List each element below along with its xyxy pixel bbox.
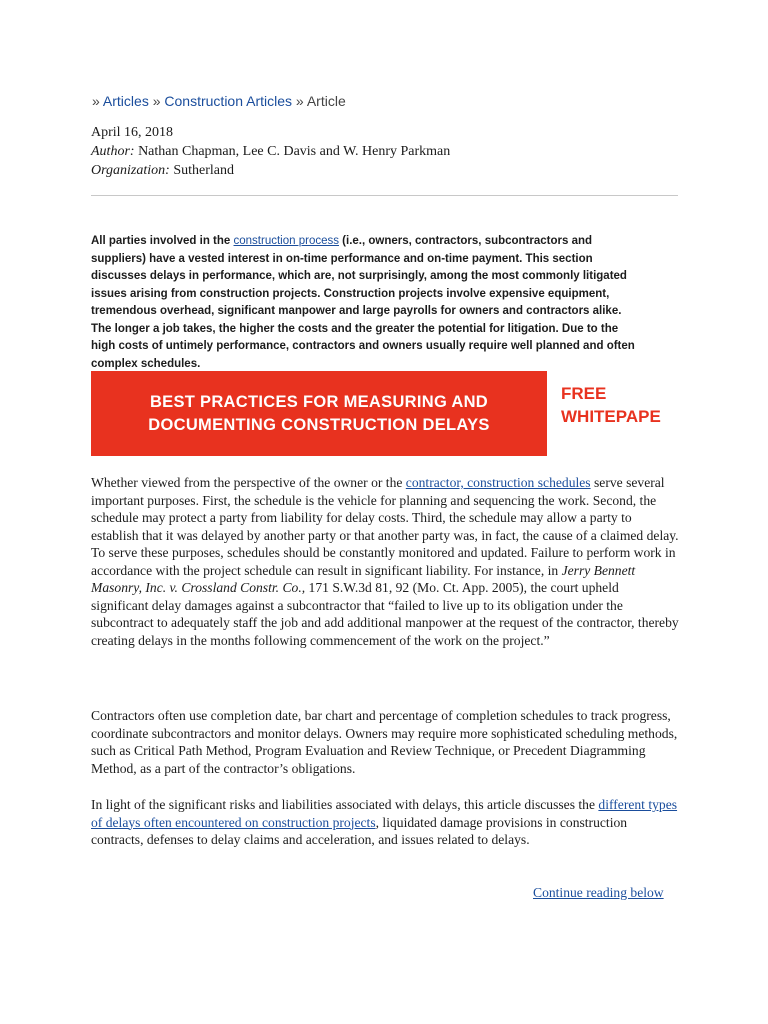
- intro-paragraph: [91, 233, 639, 373]
- breadcrumb-articles-link[interactable]: Articles: [102, 93, 149, 109]
- continue-reading-link[interactable]: Continue reading below: [533, 885, 664, 900]
- p1-text-middle: serve several important purposes. First, the schedule is the vehicle for planning and sequencing the work. Second, the schedule may protect a party from liability for delay costs. Third, the schedule may allow a party to establish that it was delayed by another party or that another party was, in fact, the cause of a claimed delay. To serve these purposes, schedules should be constantly monitored and updated. Failure to perform work in accordance with the project schedule can result in significant liability. For instance, in: [91, 475, 679, 578]
- p3-text-after: , liquidated damage provisions in construction contracts, defenses to delay claims and acceleration, and issues related to delays.: [91, 814, 628, 847]
- article-date: April 16, 2018: [91, 125, 174, 140]
- paragraph-schedules: [91, 474, 679, 649]
- banner-cta-line1: FREE: [561, 384, 607, 403]
- banner-headline-line1: BEST PRACTICES FOR MEASURING AND: [149, 392, 489, 411]
- breadcrumb-separator: »: [92, 93, 100, 109]
- p1-text-after: 171 S.W.3d 81, 92 (Mo. Ct. App. 2005), the court upheld significant delay damages against a subcontractor that “failed to live up to its obligation under the subcontract to adequately staff the job and add additional manpower at the request of the contractor, thereby creating delays in the months following commencement of the work on the project.”: [91, 580, 679, 648]
- breadcrumb-current: Article: [306, 93, 346, 109]
- paragraph-delays: [91, 796, 679, 849]
- breadcrumb-separator: »: [152, 93, 161, 109]
- article-author: [91, 142, 450, 161]
- article-organization: [91, 161, 450, 180]
- breadcrumb: [92, 93, 346, 109]
- banner-headline-line2: DOCUMENTING CONSTRUCTION DELAYS: [148, 415, 490, 434]
- banner-headline[interactable]: [91, 371, 547, 456]
- p1-text-before: Whether viewed from the perspective of the owner or the: [91, 475, 406, 490]
- breadcrumb-construction-articles-link[interactable]: Construction Articles: [164, 93, 293, 109]
- breadcrumb-separator: »: [295, 93, 304, 109]
- banner-cta-line2: WHITEPAPE: [561, 407, 661, 426]
- divider: [91, 195, 678, 196]
- construction-process-link[interactable]: construction process: [233, 235, 339, 247]
- intro-text-before: All parties involved in the: [91, 235, 234, 247]
- whitepaper-banner[interactable]: [91, 371, 679, 456]
- intro-text-after: (i.e., owners, contractors, subcontractors and suppliers) have a vested interest in on-time performance and on-time payment. This section discusses delays in performance, which are, not surprisingly, among the most commonly litigated issues arising from construction projects. Construction projects involve expensive equipment, tremendous overhead, significant manpower and large payrolls for owners and contractors alike. The longer a job takes, the higher the costs and the greater the potential for litigation. Due to the high costs of untimely performance, contractors and owners usually require well planned and often complex schedules.: [91, 235, 635, 370]
- author-value: Nathan Chapman, Lee C. Davis and W. Henry Parkman: [138, 144, 451, 159]
- case-name: Jerry Bennett Masonry, Inc. v. Crossland Constr. Co.,: [91, 562, 636, 595]
- paragraph-scheduling-methods: Contractors often use completion date, bar chart and percentage of completion schedules to track progress, coordinate subcontractors and monitor delays. Owners may require more sophisticated scheduling methods, such as Critical Path Method, Program Evaluation and Review Technique, or Precedent Diagramming Method, as a part of the contractor’s obligations.: [91, 708, 678, 776]
- author-label: Author:: [91, 144, 135, 159]
- types-of-delays-link[interactable]: different types of delays often encountered on construction projects: [91, 797, 678, 830]
- article-meta: [91, 123, 450, 180]
- organization-label: Organization:: [91, 163, 170, 178]
- contractor-construction-schedules-link[interactable]: contractor, construction schedules: [405, 475, 591, 490]
- banner-cta[interactable]: [561, 382, 679, 428]
- organization-value: Sutherland: [173, 163, 234, 178]
- p3-text-before: In light of the significant risks and liabilities associated with delays, this article discusses the: [91, 797, 599, 812]
